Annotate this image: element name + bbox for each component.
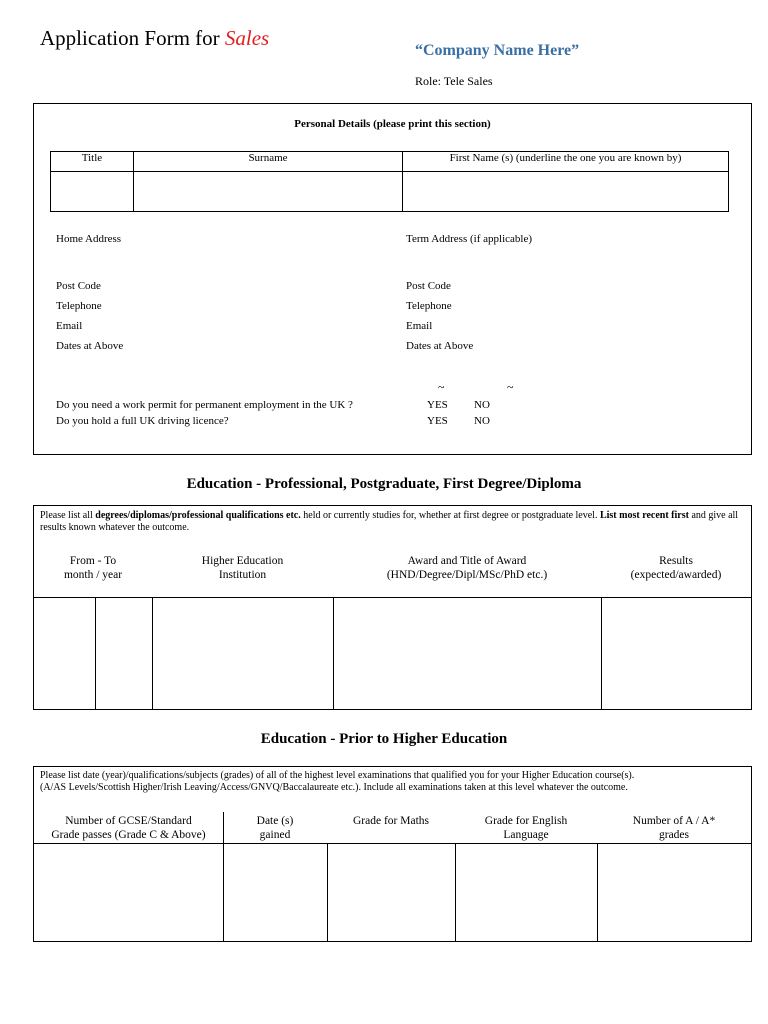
work-permit-no[interactable]: NO <box>474 399 490 411</box>
education-higher-note <box>40 510 746 534</box>
prior-note-line1: Please list date (year)/qualifications/subjects (grades) of all of the highest level examinations that qualified you for your Higher Education course(s). <box>40 770 635 781</box>
company-name: “Company Name Here” <box>415 42 580 59</box>
dates-line1: Date (s) <box>256 815 294 827</box>
english-line2: Language <box>503 829 549 841</box>
higher-col-line <box>601 597 602 709</box>
post-code-label: Post Code <box>56 280 101 292</box>
driving-licence-no[interactable]: NO <box>474 415 490 427</box>
email-label: Email <box>56 320 83 332</box>
home-address-label: Home Address <box>56 233 122 245</box>
gcse-header <box>34 814 223 842</box>
personal-details-section <box>33 103 752 455</box>
first-name-field[interactable] <box>403 172 729 212</box>
maths-line1: Grade for Maths <box>352 815 429 827</box>
prior-col-line <box>223 812 224 941</box>
prior-col-line <box>455 843 456 941</box>
title-field[interactable] <box>51 172 134 212</box>
education-prior-note <box>40 770 750 794</box>
first-name-header: First Name (s) (underline the one you are known by) <box>403 152 729 172</box>
gcse-line2: Grade passes (Grade C & Above) <box>51 829 206 841</box>
no-tilde: ~ <box>507 380 514 394</box>
from-to-line1: From - To <box>69 555 117 567</box>
higher-col-line <box>152 597 153 709</box>
driving-licence-yes[interactable]: YES <box>427 415 448 427</box>
note-bold2: List most recent first <box>599 510 689 521</box>
note-pre: Please list all <box>40 510 96 521</box>
english-header <box>455 814 597 842</box>
dates-line2: gained <box>259 829 291 841</box>
education-higher-heading: Education - Professional, Postgraduate, First Degree/Diploma <box>186 476 582 492</box>
term-dates-at-above-label: Dates at Above <box>406 340 474 352</box>
english-line1: Grade for English <box>484 815 568 827</box>
work-permit-question: Do you need a work permit for permanent employment in the UK ? <box>56 399 353 411</box>
title-prefix: Application Form for <box>40 26 225 50</box>
dates-at-above-label: Dates at Above <box>56 340 124 352</box>
prior-col-line <box>597 843 598 941</box>
term-address-label: Term Address (if applicable) <box>406 233 532 245</box>
prior-col-line <box>327 843 328 941</box>
note-bold: degrees/diplomas/professional qualifications etc. <box>95 510 301 521</box>
institution-line2: Institution <box>218 569 267 581</box>
award-line1: Award and Title of Award <box>407 555 527 567</box>
award-header <box>333 554 601 582</box>
a-level-line1: Number of A / A* <box>632 815 716 827</box>
award-line2: (HND/Degree/Dipl/MSc/PhD etc.) <box>386 569 548 581</box>
education-higher-section <box>33 505 752 710</box>
prior-divider <box>34 843 751 844</box>
education-prior-heading: Education - Prior to Higher Education <box>260 731 508 747</box>
telephone-label: Telephone <box>56 300 102 312</box>
title-header: Title <box>51 152 134 172</box>
surname-header: Surname <box>134 152 403 172</box>
term-telephone-label: Telephone <box>406 300 452 312</box>
higher-col-line <box>333 597 334 709</box>
prior-note-line2: (A/AS Levels/Scottish Higher/Irish Leaving/Access/GNVQ/Baccalaureate etc.). Include all examinations taken at this level whatever the outcome. <box>40 782 628 793</box>
note-post: and give all results known whatever the outcome. <box>40 510 739 533</box>
maths-header <box>327 814 455 828</box>
driving-licence-question: Do you hold a full UK driving licence? <box>56 415 229 427</box>
from-to-line2: month / year <box>63 569 123 581</box>
surname-field[interactable] <box>134 172 403 212</box>
higher-divider <box>34 597 751 598</box>
results-line1: Results <box>659 555 693 567</box>
note-mid: held or currently studies for, whether at first degree or postgraduate level. <box>300 510 600 521</box>
results-header <box>601 554 751 582</box>
term-post-code-label: Post Code <box>406 280 451 292</box>
higher-col-line <box>95 597 96 709</box>
form-title <box>40 26 269 51</box>
title-role: Sales <box>224 26 270 50</box>
from-to-header <box>34 554 152 582</box>
role-label: Role: Tele Sales <box>415 74 493 88</box>
a-level-header <box>597 814 751 842</box>
dates-gained-header <box>223 814 327 842</box>
name-table <box>50 151 729 212</box>
results-line2: (expected/awarded) <box>630 569 722 581</box>
education-prior-section <box>33 766 752 942</box>
work-permit-yes[interactable]: YES <box>427 399 448 411</box>
institution-line1: Higher Education <box>201 555 284 567</box>
term-email-label: Email <box>406 320 433 332</box>
gcse-line1: Number of GCSE/Standard <box>65 815 192 827</box>
institution-header <box>152 554 333 582</box>
personal-details-heading: Personal Details (please print this section) <box>294 118 491 130</box>
a-level-line2: grades <box>658 829 689 841</box>
yes-tilde: ~ <box>438 380 445 394</box>
